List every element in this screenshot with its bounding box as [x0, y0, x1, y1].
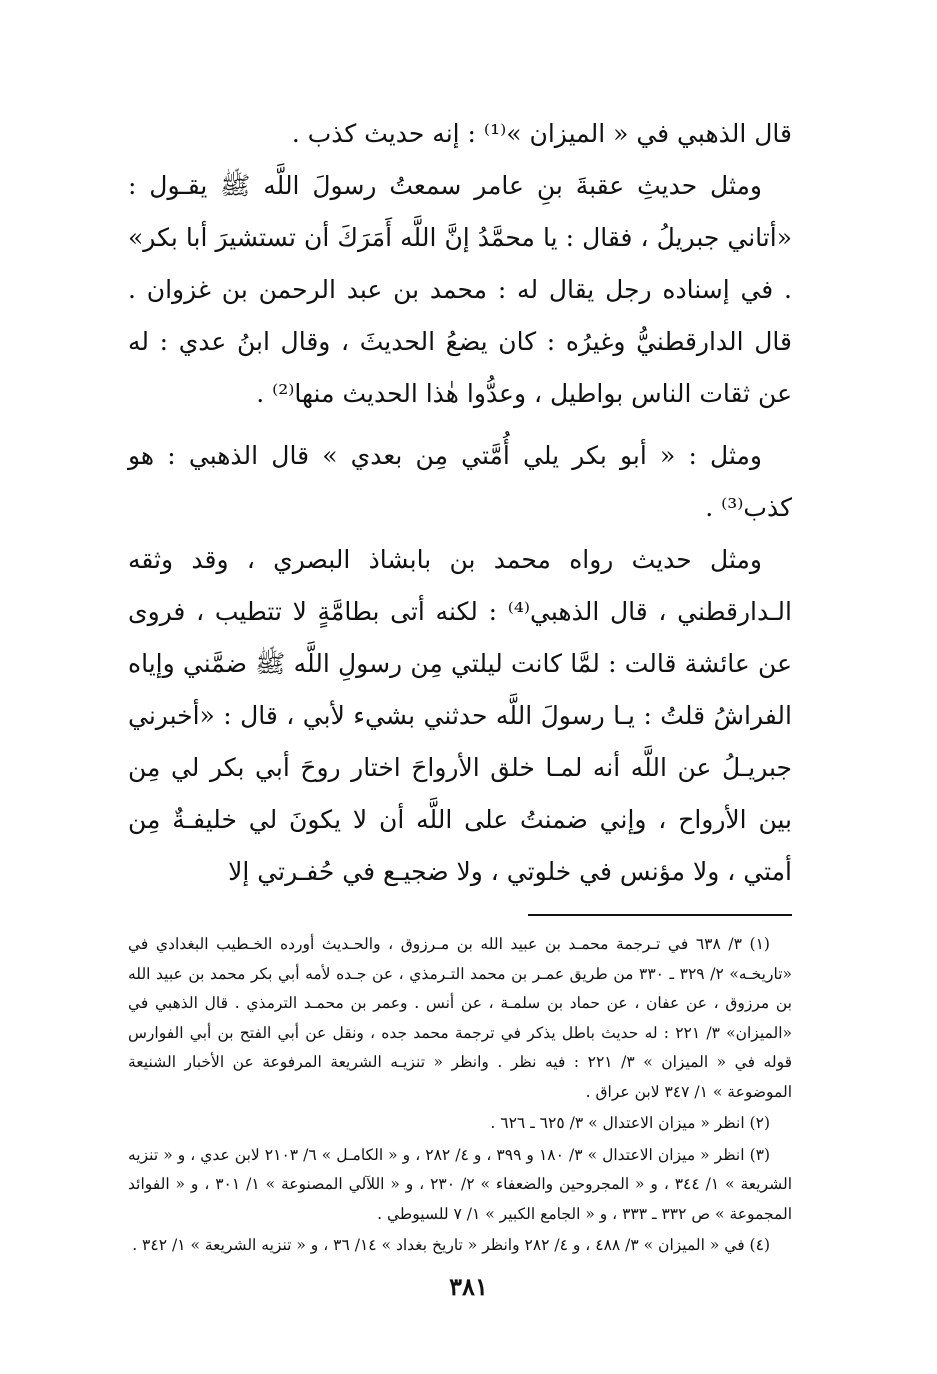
paragraph-4: ومثل حديث رواه محمد بن بابشاذ البصري ، وقد وثقه الـدارقطني ، قال الذهبي⁽⁴⁾ : لكنه أتى بطامَّةٍ لا تتطيب ، فروى عن عائشة قالت : لمَّا كانت ليلتي مِن رسولِ اللَّه ﷺ ضمَّني وإياه الفراشُ قلتُ : يـا رسولَ اللَّه حدثني بشيء لأبي ، قال : «أخبرني جبريـلُ عن اللَّه أنه لمـا خلق الأرواحَ اختار روحَ أبي بكر لي مِن بين الأرواح ، وإني ضمنتُ على اللَّه أن لا يكونَ لي خليفـةٌ مِن أمتي ، ولا مؤنس في خلوتي ، ولا ضجيـع في حُفـرتي إلا	[128, 545, 792, 886]
footnotes	[128, 930, 792, 1261]
page-body	[128, 108, 792, 1263]
footnote-1: (١) ٣/ ٦٣٨ في تـرجمة محمـد بن عبيد الله بن مـرزوق ، والحـديث أورده الخـطيب البغدادي في «تاريخـه» ٢/ ٣٢٩ ـ ٣٣٠ من طريق عمـر بن محمد التـرمذي ، عن جـده لأمه أبي بكر محمد بن عبيد الله بن مرزوق ، عن عفان ، عن حماد بن سلمـة ، عن أنس . وعمر بن محمـد الترمذي . قال الذهبي في «الميزان» ٣/ ٢٢١ : له حديث باطل يذكر في ترجمة محمد جده ، ونقل عن أبي الفتح بن أبي الفوارس قوله في « الميزان » ٣/ ٢٢١ : فيه نظر . وانظر « تنزيـه الشريعة المرفوعة عن الأخبار الشنيعة الموضوعة » ١/ ٣٤٧ لابن عراق .	[128, 935, 792, 1101]
footnote-2: (٢) انظر « ميزان الاعتدال » ٣/ ٦٢٥ ـ ٦٢٦ .	[490, 1114, 770, 1132]
paragraph-3: ومثل : « أبو بكر يلي أُمَّتي مِن بعدي » قال الذهبي : هو كذب⁽³⁾ .	[128, 441, 792, 522]
footnote-3: (٣) انظر « ميزان الاعتدال » ٣/ ١٨٠ و ٣٩٩ ، و ٤/ ٢٨٢ ، و « الكامـل » ٦/ ٢١٠٣ لابن عدي ، و « تنزيه الشريعة » ١/ ٣٤٤ ، و « المجروحين والضعفاء » ٢/ ٢٣٠ ، و « اللآلي المصنوعة » ١/ ٣٠١ ، و « الفوائد المجموعة » ص ٣٣٢ ـ ٣٣٣ ، و « الجامع الكبير » ١/ ٧ للسيوطي .	[128, 1145, 792, 1223]
page-number: ٣٨١	[449, 1272, 488, 1301]
footnote-4: (٤) في « الميزان » ٣/ ٤٨٨ ، و ٤/ ٢٨٢ وانظر « تاريخ بغداد » ١٤/ ٣٦ ، و « تنزيه الشريعة » ١/ ٣٤٢ .	[132, 1236, 770, 1254]
footnote-divider	[528, 914, 792, 916]
paragraph-1: قال الذهبي في « الميزان »⁽¹⁾ : إنه حديث كذب .	[291, 119, 792, 148]
paragraph-2: ومثل حديثِ عقبةَ بنِ عامر سمعتُ رسولَ اللَّه ﷺ يقـول : «أتاني جبريلُ ، فقال : يا محمَّدُ إنَّ اللَّه أَمَرَكَ أن تستشيرَ أبا بكر» . في إسناده رجل يقال له : محمد بن عبد الرحمن بن غزوان . قال الدارقطنيُّ وغيرُه : كان يضعُ الحديثَ ، وقال ابنُ عدي : له عن ثقات الناس بواطيل ، وعدُّوا هٰذا الحديث منها⁽²⁾ .	[128, 171, 792, 408]
main-text	[128, 108, 792, 898]
